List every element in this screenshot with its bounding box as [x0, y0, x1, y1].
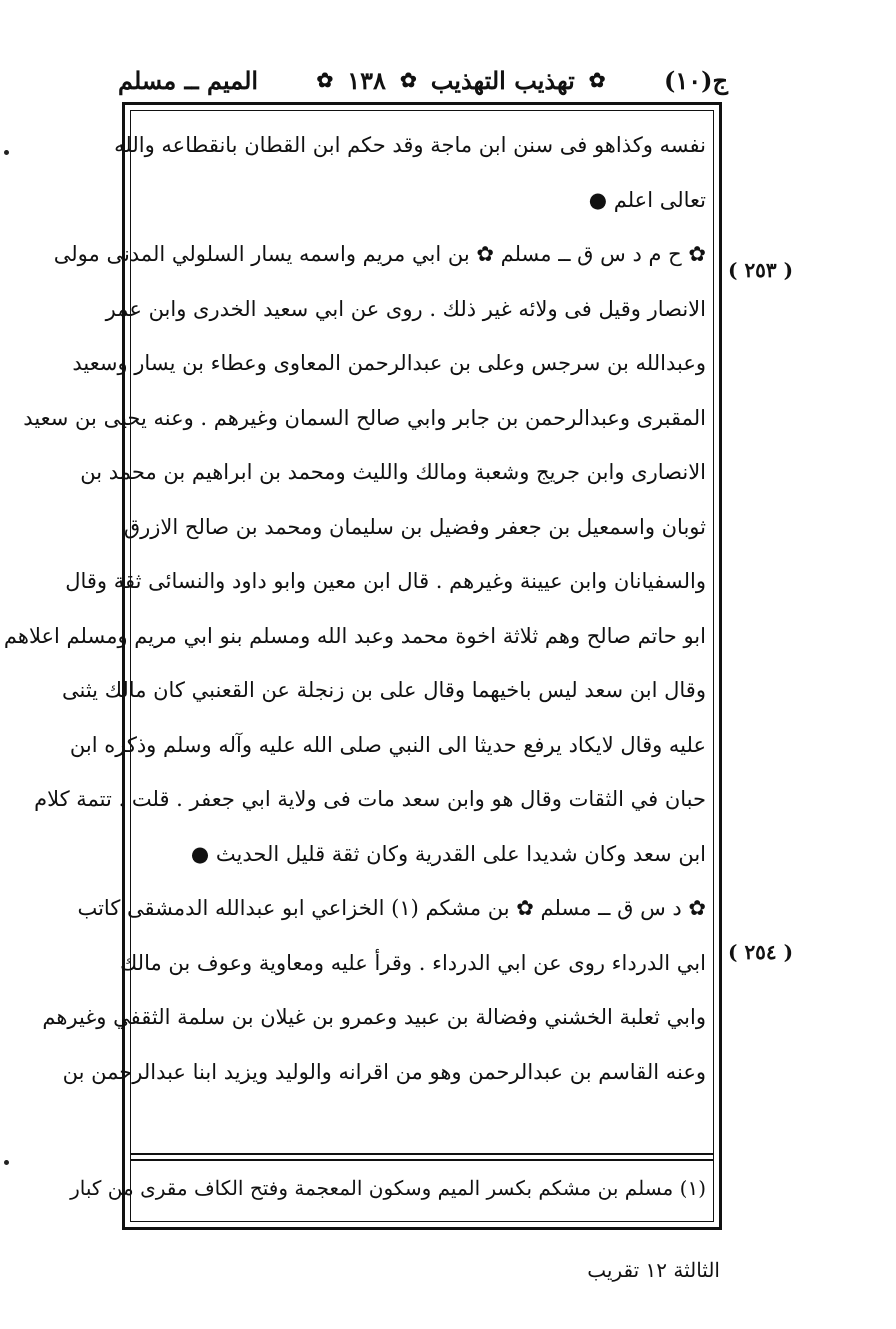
footnote: (١) مسلم بن مشكم بكسر الميم وسكون المعجمة وفتح الكاف مقرى من كبار [70, 1176, 706, 1200]
footnote-rule-second [130, 1159, 714, 1161]
footnote-rule [130, 1153, 714, 1155]
text-line: الانصار وقيل فى ولائه غير ذلك . روى عن ابي سعيد الخدرى وابن عمر [105, 296, 706, 321]
edge-dot-mark [4, 150, 9, 155]
section-label: الميم ــ مسلم [118, 65, 259, 95]
text-line: وابي ثعلبة الخشني وفضالة بن عبيد وعمرو بن غيلان بن سلمة الثقفي وغيرهم [42, 1005, 706, 1029]
text-line: ابو حاتم صالح وهم ثلاثة اخوة محمد وعبد الله ومسلم بنو ابي مريم ومسلم اعلاهم [3, 623, 706, 648]
printer-signature: الثالثة ١٢ تقريب [587, 1258, 720, 1282]
text-line: نفسه وكذاهو فى سنن ابن ماجة وقد حكم ابن القطان بانقطاعه والله [114, 133, 706, 157]
text-line: وعنه القاسم بن عبدالرحمن وهو من اقرانه والوليد ويزيد ابنا عبدالرحمن بن [62, 1059, 706, 1084]
entry-number: ( ٢٥٤ ) [728, 940, 794, 964]
text-line: تعالى اعلم ● [588, 187, 706, 212]
header-center [317, 66, 606, 95]
ornament-icon: ✿ [588, 68, 606, 92]
volume-label: ج(١٠) [664, 65, 728, 95]
text-line: وعبدالله بن سرجس وعلى بن عبدالرحمن المعاوى وعطاء بن يسار وسعيد [72, 351, 706, 375]
ornament-icon: ✿ [399, 68, 417, 92]
text-line: وقال ابن سعد ليس باخيهما وقال على بن زنجلة عن القعنبي كان مالك يثنى [62, 678, 706, 702]
text-line: ثوبان واسمعيل بن جعفر وفضيل بن سليمان ومحمد بن صالح الازرق [123, 514, 706, 539]
entry-number: ( ٢٥٣ ) [728, 258, 794, 282]
main-text [3, 118, 706, 1099]
text-line: والسفيانان وابن عيينة وغيرهم . قال ابن معين وابو داود والنسائى ثقة وقال [65, 569, 706, 593]
text-line: ابي الدرداء روى عن ابي الدرداء . وقرأ عليه ومعاوية وعوف بن مالك [119, 950, 706, 975]
text-line: ✿ ح م د س ق ــ مسلم ✿ بن ابي مريم واسمه يسار السلولي المدنى مولى [53, 242, 706, 266]
text-line: ابن سعد وكان شديدا على القدرية وكان ثقة قليل الحديث ● [190, 841, 706, 866]
text-line: حبان في الثقات وقال هو وابن سعد مات فى ولاية ابي جعفر . قلت . تتمة كلام [34, 787, 706, 811]
ornament-icon: ✿ [316, 68, 334, 92]
text-line: الانصارى وابن جريج وشعبة ومالك والليث ومحمد بن ابراهيم بن محمد بن [80, 460, 706, 484]
running-header [118, 62, 728, 98]
text-line: المقبرى وعبدالرحمن بن جابر وابي صالح السمان وغيرهم . وعنه يحيى بن سعيد [23, 405, 706, 430]
text-line: عليه وقال لايكاد يرفع حديثا الى النبي صلى الله عليه وآله وسلم وذكره ابن [69, 732, 706, 757]
book-title: تهذيب التهذيب [430, 65, 575, 95]
edge-dot-mark [4, 1160, 9, 1165]
text-line: ✿ د س ق ــ مسلم ✿ بن مشكم (١) الخزاعي ابو عبدالله الدمشقى كاتب [77, 896, 706, 920]
page-number: ١٣٨ [347, 65, 386, 95]
